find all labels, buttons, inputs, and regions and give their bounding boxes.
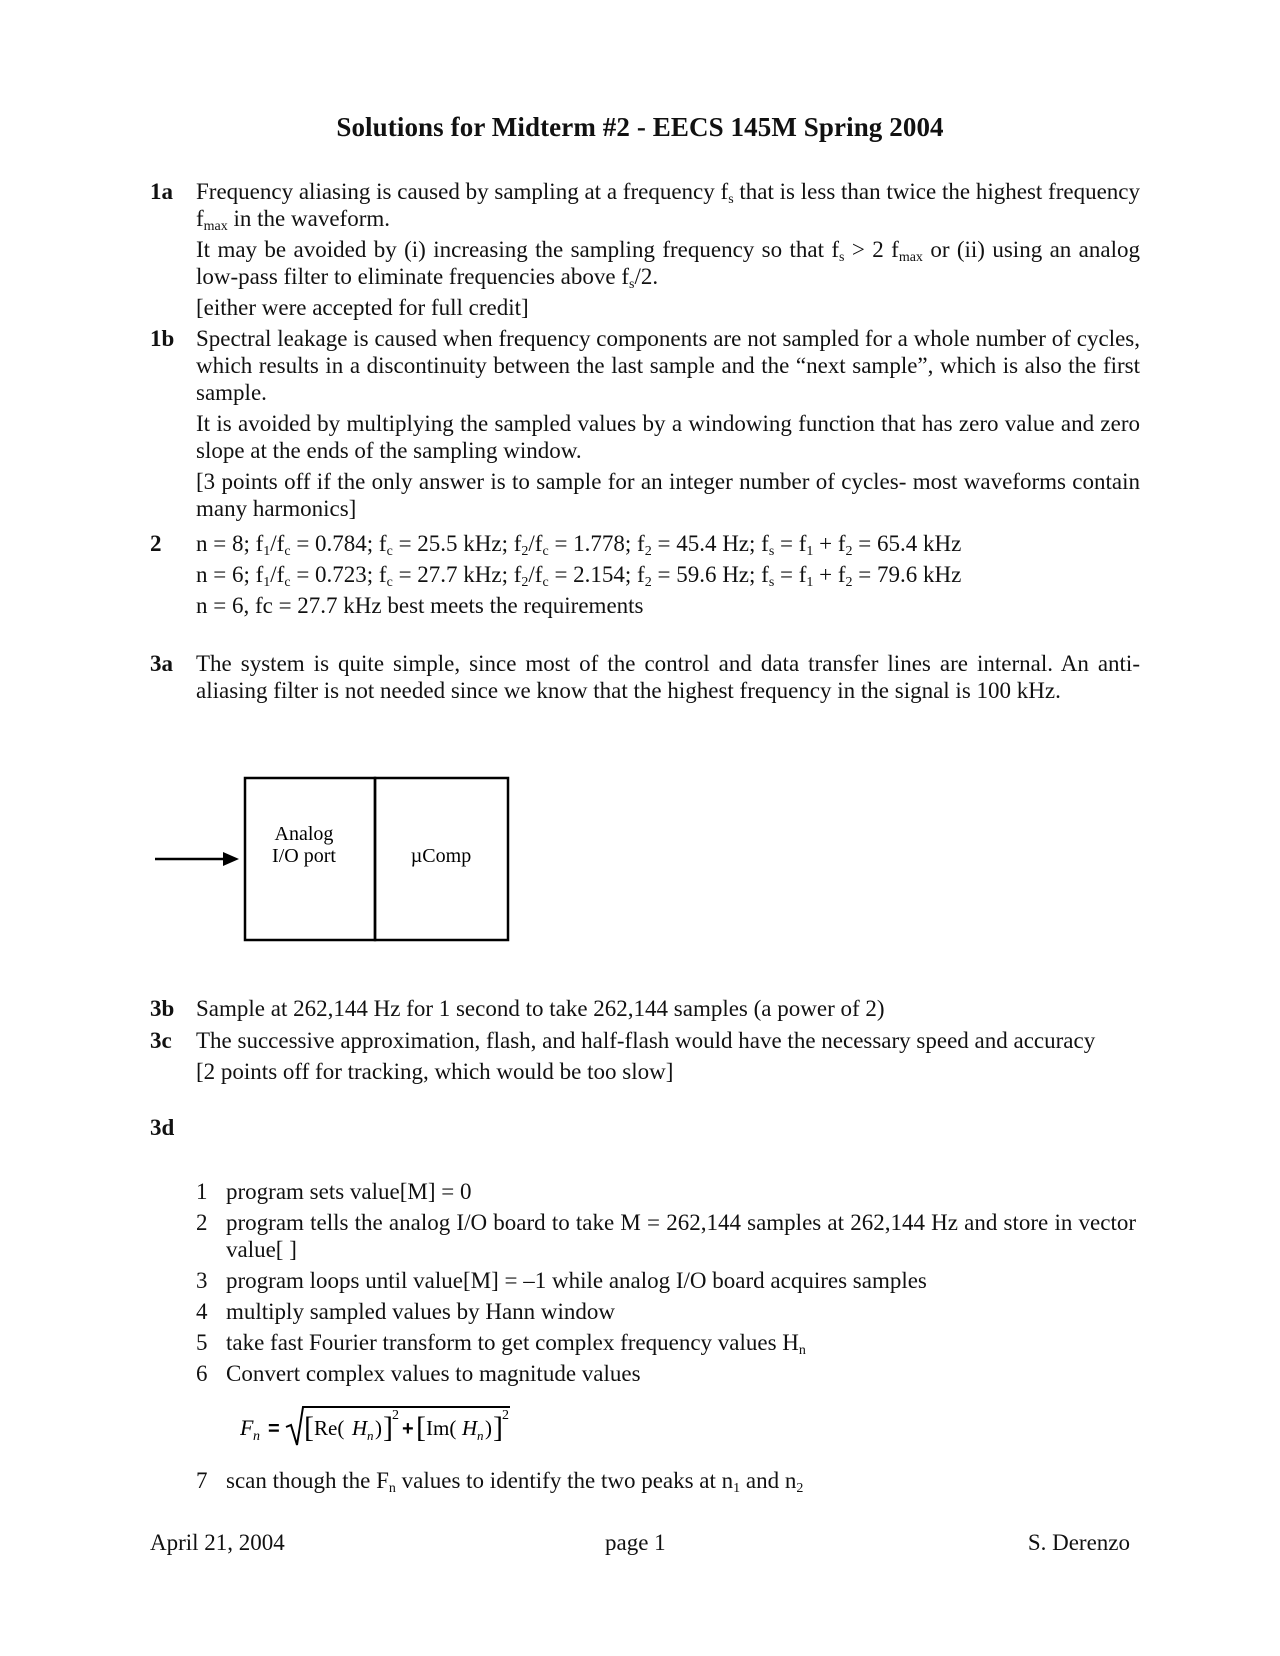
procedure-step: 1 program sets value[M] = 0 (196, 1179, 472, 1204)
analog-label: Analog (274, 823, 334, 845)
formula-close: ) (485, 1416, 492, 1440)
question-3c (150, 1027, 1140, 1089)
formula-h: H (462, 1416, 478, 1440)
answer-paragraph: Frequency aliasing is caused by sampling at a frequency $f_s$ that is less than twice the highest frequency $f_{max}$ in the waveform. (196, 179, 1140, 234)
mucomp-label: µComp (410, 845, 472, 867)
formula-equals: = (268, 1418, 280, 1440)
formula-lhs: F (240, 1415, 254, 1440)
question-1a (150, 178, 1140, 325)
grading-note: [2 points off for tracking, which would be too slow] (196, 1059, 674, 1084)
grading-note: [either were accepted for full credit] (196, 295, 529, 320)
footer-date: April 21, 2004 (150, 1530, 285, 1555)
question-3a (150, 650, 1140, 708)
footer-page-number: page 1 (605, 1530, 666, 1555)
question-label: 2 (150, 531, 162, 556)
formula-exponent: 2 (502, 1408, 509, 1423)
conclusion-row: n = 6, fc = 27.7 kHz best meets the requirements (196, 593, 644, 618)
answer-paragraph: It may be avoided by (i) increasing the sampling frequency so that $f_s > 2$ $f_{max}$ or (ii) using an analog low-pass filter to eliminate frequencies above $f_s/2$. (196, 237, 1140, 292)
formula-lhs-sub: n (253, 1429, 260, 1444)
left-bracket: [ (304, 1411, 314, 1444)
procedure-step: 3 program loops until value[M] = –1 while analog I/O board acquires samples (196, 1268, 927, 1293)
question-label: 3b (150, 996, 175, 1021)
calculation-row: n = 8; $f_1/f_c = 0.784$; $f_c = 25.5$ kHz; $f_2/f_c = 1.778$; $f_2 = 45.4$ Hz; $f_s = f_1 + f_2 = 65.4$ kHz (196, 531, 962, 559)
procedure-step: 4 multiply sampled values by Hann window (196, 1299, 616, 1324)
procedure-step: 5 take fast Fourier transform to get complex frequency values $H_n$ (196, 1330, 806, 1358)
question-2 (150, 530, 1140, 623)
question-label: 3c (150, 1028, 172, 1053)
procedure-step: 6 Convert complex values to magnitude values (196, 1361, 641, 1386)
question-3b (150, 995, 1140, 1026)
footer-author: S. Derenzo (1027, 1530, 1130, 1555)
calculation-row: n = 6; $f_1/f_c = 0.723$; $f_c = 27.7$ kHz; $f_2/f_c = 2.154$; $f_2 = 59.6$ Hz; $f_s = f_1 + f_2 = 79.6$ kHz (196, 562, 962, 590)
answer-paragraph: It is avoided by multiplying the sampled values by a windowing function that has zero value and zero slope at the ends of the sampling window. (196, 411, 1140, 463)
formula-plus: + (402, 1418, 414, 1440)
answer-paragraph: Spectral leakage is caused when frequency components are not sampled for a whole number of cycles, which results in a discontinuity between the last sample and the “next sample”, which is also the first sample. (196, 326, 1140, 405)
page-title: Solutions for Midterm #2 - EECS 145M Spring 2004 (336, 112, 944, 142)
procedure-steps (196, 1178, 1136, 1498)
formula-h-sub: n (367, 1428, 374, 1443)
formula-re: Re( (314, 1416, 345, 1440)
formula-h-sub: n (477, 1428, 484, 1443)
formula-h: H (352, 1416, 368, 1440)
right-bracket: ] (383, 1411, 393, 1444)
magnitude-formula (240, 1401, 540, 1449)
formula-exponent: 2 (392, 1408, 399, 1423)
procedure-step: 2 program tells the analog I/O board to take M = 262,144 samples at 262,144 Hz and store in vector value[ ] (196, 1210, 1136, 1262)
question-label: 1b (150, 326, 175, 351)
answer-paragraph: The system is quite simple, since most of the control and data transfer lines are internal. An anti-aliasing filter is not needed since we know that the highest frequency in the signal is 100 kHz. (196, 651, 1140, 703)
answer-paragraph: The successive approximation, flash, and half-flash would have the necessary speed and accuracy (196, 1028, 1096, 1053)
procedure-step: 7 scan though the $F_n$ values to identify the two peaks at $n_1$ and $n_2$ (196, 1468, 804, 1496)
left-bracket: [ (416, 1411, 426, 1444)
grading-note: [3 points off if the only answer is to sample for an integer number of cycles- most waveforms contain many harmonics] (196, 469, 1140, 521)
answer-paragraph: Sample at 262,144 Hz for 1 second to take 262,144 samples (a power of 2) (196, 996, 885, 1021)
io-port-label: I/O port (272, 845, 336, 867)
block-diagram (155, 775, 515, 945)
formula-close: ) (375, 1416, 382, 1440)
question-label: 3d (150, 1115, 175, 1140)
question-label: 3a (150, 651, 173, 676)
right-bracket: ] (493, 1411, 503, 1444)
input-arrow-head (223, 852, 239, 866)
question-1b (150, 325, 1140, 526)
question-label: 1a (150, 179, 173, 204)
formula-im: Im( (426, 1416, 457, 1440)
